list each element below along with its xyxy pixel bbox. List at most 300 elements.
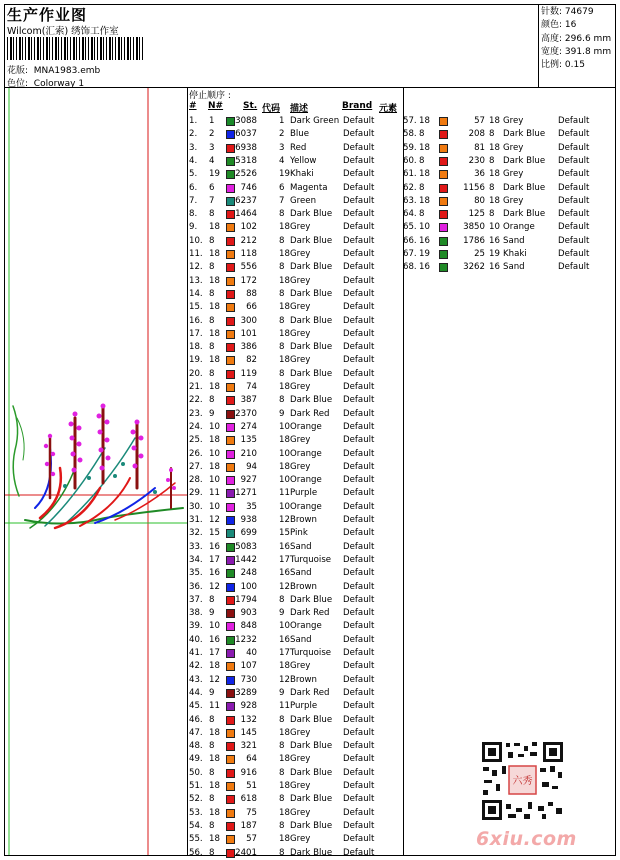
column-divider-left [187,88,188,855]
row-number: 47. [189,727,203,738]
color-swatch [226,383,235,392]
row-brand: Default [343,195,375,206]
row-number: 46. [189,714,203,725]
row-code: 8 [279,315,285,326]
color-swatch [226,223,235,232]
row-needle: 17 [209,648,220,658]
row-desc: Grey [503,116,524,126]
table-row [403,195,603,208]
row-needle: 2 [209,129,215,140]
row-stitches: 927 [240,475,257,486]
row-code: 18 [279,807,290,818]
row-needle: 18 [209,661,220,672]
row-needle: 18 [209,355,220,366]
row-desc: Purple [290,488,318,499]
row-needle: 3 [209,142,215,153]
table-row [189,341,389,354]
row-stitches: 36 [474,169,485,180]
table-row [189,474,389,487]
stop-sequence-title: 停止顺序 : [189,91,231,101]
table-row [189,328,389,341]
table-row [189,527,389,540]
row-desc: Dark Blue [290,847,333,858]
table-row [189,607,389,620]
table-row [189,620,389,633]
row-brand: Default [343,328,375,339]
row-brand: Default [343,714,375,725]
row-needle: 1 [209,116,215,126]
color-swatch [226,117,235,126]
row-needle: 8 [209,262,215,273]
row-stitches: 100 [240,581,257,592]
row-number: 34. [189,554,203,565]
color-swatch [226,596,235,605]
row-brand: Default [558,209,590,220]
table-row [189,820,389,833]
row-needle: 19 [209,169,220,180]
row-code: 18 [279,661,290,672]
color-swatch [226,250,235,259]
row-needle: 8 [209,395,215,406]
table-row [189,235,389,248]
color-swatch [439,237,448,246]
row-brand: Default [343,661,375,672]
color-swatch [226,809,235,818]
color-swatch [226,755,235,764]
row-desc: Grey [290,355,311,366]
row-needle: 8 [419,209,425,220]
row-code: 18 [279,302,290,313]
color-swatch [439,184,448,193]
row-needle: 9 [209,408,215,419]
row-desc: Dark Blue [290,368,333,379]
color-swatch [226,649,235,658]
row-desc: Dark Red [290,608,330,619]
row-brand: Default [343,488,375,499]
color-swatch [226,662,235,671]
row-number: 51. [189,781,203,791]
row-code: 10 [279,421,290,432]
row-desc: Orange [290,501,322,512]
row-needle: 15 [209,528,220,539]
row-stitches: 6037 [235,129,257,140]
row-needle: 18 [209,275,220,286]
row-number: 5. [189,169,198,180]
row-brand: Default [343,634,375,645]
qr-code [480,740,565,822]
stat-colors: 颜色: 16 [541,20,577,31]
row-number: 45. [189,701,203,712]
row-desc: Sand [503,262,525,273]
row-code: 10 [279,475,290,486]
row-stitches: 1786 [463,235,485,246]
row-code: 8 [279,794,285,805]
col-header-code: 代码 [262,104,281,114]
row-number: 62. [403,182,417,193]
row-code: 1 [279,116,285,126]
row-desc: Dark Blue [290,315,333,326]
row-needle: 8 [419,182,425,193]
row-code: 10 [279,501,290,512]
row-stitches: 101 [240,328,257,339]
row-desc: Orange [290,621,322,632]
row-number: 57. [403,116,417,126]
row-brand: Default [343,568,375,579]
row-number: 12. [189,262,203,273]
table-row [189,208,389,221]
company-name: Wilcom(汇索) 绣饰工作室 [7,26,119,37]
color-swatch [226,835,235,844]
table-row [189,700,389,713]
row-stitches: 66 [246,302,257,313]
row-brand: Default [343,648,375,658]
table-row [189,847,389,860]
row-code: 10 [279,621,290,632]
table-row [189,248,389,261]
color-swatch [226,716,235,725]
row-needle: 18 [209,461,220,472]
row-needle: 8 [209,288,215,299]
row-stitches: 107 [240,661,257,672]
row-desc: Dark Blue [290,741,333,752]
color-swatch [226,516,235,525]
row-code: 18 [489,142,500,153]
stat-height: 高度: 296.6 mm [541,33,612,44]
color-swatch [226,489,235,498]
color-swatch [226,795,235,804]
color-swatch [226,702,235,711]
row-stitches: 145 [240,727,257,738]
row-needle: 19 [419,249,430,259]
row-code: 10 [489,222,500,233]
row-needle: 16 [419,235,430,246]
color-swatch [226,277,235,286]
row-brand: Default [343,408,375,419]
color-swatch [439,157,448,166]
row-needle: 18 [419,142,430,153]
row-code: 16 [279,568,290,579]
col-header-brand: Brand [342,101,373,111]
row-stitches: 618 [240,794,257,805]
row-number: 61. [403,169,417,180]
row-stitches: 132 [240,714,257,725]
row-number: 14. [189,288,203,299]
row-needle: 18 [209,754,220,765]
row-number: 55. [189,834,203,845]
row-number: 36. [189,581,203,592]
row-brand: Default [343,421,375,432]
table-row [189,115,389,128]
row-needle: 4 [209,155,215,166]
row-desc: Magenta [290,182,328,193]
row-desc: Sand [290,634,312,645]
color-swatch [226,356,235,365]
row-brand: Default [343,342,375,353]
row-needle: 18 [419,195,430,206]
design-name: 花版: MNA1983.emb [7,66,101,76]
table-row [403,248,603,261]
row-code: 8 [489,129,495,140]
row-brand: Default [343,288,375,299]
row-brand: Default [558,155,590,166]
color-swatch [439,210,448,219]
row-desc: Dark Blue [290,288,333,299]
color-swatch [226,290,235,299]
row-needle: 18 [209,727,220,738]
color-swatch [226,689,235,698]
row-number: 49. [189,754,203,765]
row-brand: Default [343,129,375,140]
table-row [189,793,389,806]
row-needle: 8 [209,209,215,220]
row-brand: Default [343,528,375,539]
color-swatch [226,476,235,485]
color-swatch [226,330,235,339]
table-row [189,354,389,367]
row-number: 15. [189,302,203,313]
row-brand: Default [343,235,375,246]
row-brand: Default [343,475,375,486]
row-desc: Grey [290,328,311,339]
row-stitches: 3088 [235,116,257,126]
col-header-desc: 描述 [290,104,309,114]
table-row [189,421,389,434]
row-needle: 8 [209,767,215,778]
row-needle: 18 [209,382,220,392]
row-stitches: 102 [240,222,257,233]
row-stitches: 74 [246,382,257,392]
row-number: 9. [189,222,198,233]
color-swatch [226,370,235,379]
row-brand: Default [343,355,375,366]
row-stitches: 208 [468,129,485,140]
row-code: 18 [489,116,500,126]
row-needle: 10 [209,421,220,432]
row-brand: Default [343,501,375,512]
row-desc: Dark Blue [503,209,546,220]
row-number: 48. [189,741,203,752]
row-stitches: 5318 [235,155,257,166]
table-row [403,115,603,128]
row-stitches: 6237 [235,195,257,206]
row-code: 18 [279,382,290,392]
row-desc: Brown [290,515,317,525]
row-code: 8 [279,741,285,752]
row-needle: 10 [209,501,220,512]
row-desc: Dark Red [290,408,330,419]
row-brand: Default [343,249,375,259]
color-swatch [226,343,235,352]
row-number: 65. [403,222,417,233]
color-swatch [226,849,235,858]
row-stitches: 928 [240,701,257,712]
row-desc: Grey [290,222,311,233]
watermark: 6xiu.com [476,828,577,850]
row-stitches: 321 [240,741,257,752]
row-number: 4. [189,155,198,166]
row-brand: Default [343,594,375,605]
row-code: 18 [279,834,290,845]
row-brand: Default [558,116,590,126]
row-stitches: 300 [240,315,257,326]
row-stitches: 64 [246,754,257,765]
table-row [189,807,389,820]
row-number: 60. [403,155,417,166]
row-desc: Sand [503,235,525,246]
row-needle: 16 [209,568,220,579]
row-number: 52. [189,794,203,805]
row-brand: Default [343,155,375,166]
row-code: 3 [279,142,285,153]
row-needle: 8 [209,315,215,326]
row-brand: Default [343,515,375,525]
row-desc: Brown [290,581,317,592]
row-stitches: 3850 [463,222,485,233]
row-number: 18. [189,342,203,353]
color-swatch [226,396,235,405]
row-brand: Default [343,727,375,738]
table-row [189,674,389,687]
row-brand: Default [558,222,590,233]
table-row [189,567,389,580]
row-brand: Default [343,807,375,818]
row-number: 16. [189,315,203,326]
row-code: 8 [279,847,285,858]
row-number: 26. [189,448,203,459]
row-code: 18 [489,195,500,206]
row-stitches: 916 [240,767,257,778]
row-stitches: 1156 [463,182,485,193]
color-swatch [226,450,235,459]
row-number: 23. [189,408,203,419]
row-number: 1. [189,116,198,126]
table-row [189,315,389,328]
row-needle: 18 [209,781,220,791]
row-desc: Green [290,195,317,206]
row-brand: Default [343,554,375,565]
row-desc: Dark Red [290,687,330,698]
row-needle: 12 [209,674,220,685]
row-number: 44. [189,687,203,698]
row-code: 18 [279,222,290,233]
row-number: 41. [189,648,203,658]
row-number: 56. [189,847,203,858]
row-needle: 6 [209,182,215,193]
table-row [189,301,389,314]
row-needle: 18 [209,249,220,259]
row-brand: Default [343,621,375,632]
row-number: 20. [189,368,203,379]
row-brand: Default [343,541,375,552]
row-number: 50. [189,767,203,778]
row-code: 8 [279,820,285,831]
row-brand: Default [343,820,375,831]
color-swatch [226,197,235,206]
row-stitches: 1464 [235,209,257,220]
table-row [189,288,389,301]
row-brand: Default [343,209,375,220]
color-swatch [226,622,235,631]
table-row [189,155,389,168]
row-code: 12 [279,581,290,592]
row-stitches: 75 [246,807,257,818]
row-code: 9 [279,687,285,698]
row-number: 40. [189,634,203,645]
row-desc: Turquoise [290,554,332,565]
row-needle: 18 [209,807,220,818]
row-brand: Default [343,222,375,233]
row-code: 8 [279,714,285,725]
row-stitches: 172 [240,275,257,286]
table-row [189,833,389,846]
table-row [189,541,389,554]
table-row [189,714,389,727]
row-code: 15 [279,528,290,539]
color-swatch [226,636,235,645]
row-code: 8 [279,235,285,246]
row-brand: Default [343,608,375,619]
row-needle: 8 [209,594,215,605]
row-needle: 9 [209,687,215,698]
row-needle: 9 [209,608,215,619]
row-code: 8 [489,155,495,166]
row-number: 32. [189,528,203,539]
row-code: 9 [279,408,285,419]
row-desc: Grey [290,249,311,259]
row-code: 18 [279,754,290,765]
row-code: 9 [279,608,285,619]
color-swatch [439,170,448,179]
color-swatch [439,130,448,139]
table-row [403,208,603,221]
row-needle: 11 [209,701,220,712]
row-code: 18 [279,355,290,366]
color-swatch [226,130,235,139]
row-brand: Default [558,129,590,140]
row-brand: Default [343,395,375,406]
row-stitches: 212 [240,235,257,246]
row-stitches: 57 [246,834,257,845]
table-row [189,594,389,607]
row-brand: Default [343,741,375,752]
col-header-element: 元素 [379,104,398,114]
row-brand: Default [343,461,375,472]
row-code: 8 [279,262,285,273]
row-stitches: 135 [240,435,257,446]
row-needle: 18 [209,834,220,845]
row-desc: Pink [290,528,308,539]
row-desc: Orange [290,421,322,432]
row-desc: Dark Blue [290,794,333,805]
row-number: 64. [403,209,417,220]
row-desc: Red [290,142,307,153]
barcode [7,37,143,60]
table-row [189,487,389,500]
table-row [189,687,389,700]
row-stitches: 699 [240,528,257,539]
color-swatch [226,609,235,618]
color-swatch [439,223,448,232]
row-desc: Grey [503,169,524,180]
color-swatch [226,556,235,565]
row-number: 21. [189,382,203,392]
table-row [189,261,389,274]
row-code: 2 [279,129,285,140]
table-row [403,182,603,195]
row-brand: Default [343,116,375,126]
row-code: 11 [279,488,290,499]
row-desc: Dark Blue [290,820,333,831]
